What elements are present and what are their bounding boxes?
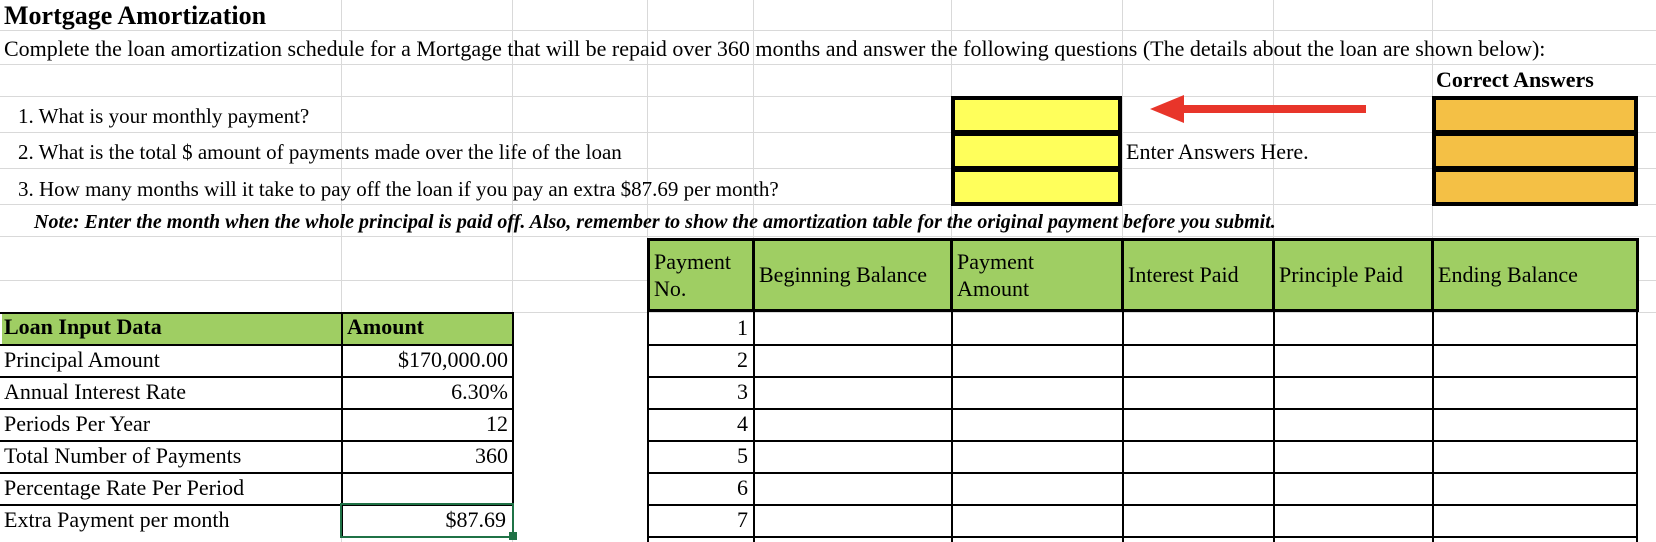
header-interest-paid-label: Interest Paid [1128,262,1239,288]
payment-number-cell[interactable]: 6 [737,475,748,500]
payment-number-cell[interactable]: 4 [737,411,748,436]
loan-row-label: Extra Payment per month [4,507,230,532]
header-payment-amount-line1: Payment [957,248,1034,274]
loan-row-value[interactable]: 360 [475,443,508,468]
sheet-title: Mortgage Amortization [4,1,267,30]
loan-row-value[interactable]: $170,000.00 [398,347,508,372]
payment-number-cell[interactable]: 2 [737,347,748,372]
question-2: 2. What is the total $ amount of payments made over the life of the loan [18,140,622,164]
arrow-left-icon [1150,94,1370,124]
fill-handle[interactable] [509,532,517,540]
header-beginning-balance-label: Beginning Balance [759,262,928,288]
payment-number-cell[interactable]: 7 [737,507,748,532]
header-principle-paid-label: Principle Paid [1279,262,1404,288]
correct-answer-1-cell[interactable] [1432,96,1638,134]
header-ending-balance[interactable] [1431,238,1639,312]
sheet-description: Complete the loan amortization schedule for a Mortgage that will be repaid over 360 months and answer the following questions (The details about the loan are shown below): [4,36,1546,61]
header-payment-amount-line2: Amount [957,276,1030,301]
correct-answers-label: Correct Answers [1436,67,1594,92]
loan-row-label: Principal Amount [4,347,160,372]
loan-input-header-amount: Amount [347,314,425,339]
header-payment-no-line2: No. [654,276,687,301]
header-payment-no[interactable] [647,238,755,312]
answer-3-cell[interactable] [951,168,1122,206]
payment-number-cell[interactable]: 5 [737,443,748,468]
answer-1-cell[interactable] [951,96,1122,134]
header-beginning-balance[interactable] [752,238,953,312]
loan-row-label: Total Number of Payments [4,443,242,468]
correct-answer-2-cell[interactable] [1432,132,1638,170]
header-ending-balance-label: Ending Balance [1438,262,1578,288]
enter-answers-label: Enter Answers Here. [1126,139,1309,164]
loan-row-label: Percentage Rate Per Period [4,475,245,500]
payment-number-cell[interactable]: 3 [737,379,748,404]
header-payment-no-line1: Payment [654,248,731,274]
loan-row-label: Annual Interest Rate [4,379,187,404]
note-text: Note: Enter the month when the whole principal is paid off. Also, remember to show the amortization table for the original payment before you submit. [34,211,1276,233]
payment-number-cell[interactable]: 1 [737,315,748,340]
loan-row-value[interactable]: 12 [486,411,508,436]
header-payment-amount[interactable] [950,238,1124,312]
correct-answer-3-cell[interactable] [1432,168,1638,206]
loan-input-header-label: Loan Input Data [4,314,162,339]
answer-2-cell[interactable] [951,132,1122,170]
question-3: 3. How many months will it take to pay off the loan if you pay an extra $87.69 per month? [18,177,779,201]
loan-row-label: Periods Per Year [4,411,151,436]
loan-input-header-label-cell[interactable] [2,312,341,344]
question-1: 1. What is your monthly payment? [18,104,310,128]
header-interest-paid[interactable] [1121,238,1275,312]
loan-row-value[interactable]: 6.30% [451,379,508,404]
loan-row-value[interactable]: $87.69 [445,507,506,532]
header-principle-paid[interactable] [1272,238,1434,312]
loan-input-header-amount-cell[interactable] [341,312,512,344]
